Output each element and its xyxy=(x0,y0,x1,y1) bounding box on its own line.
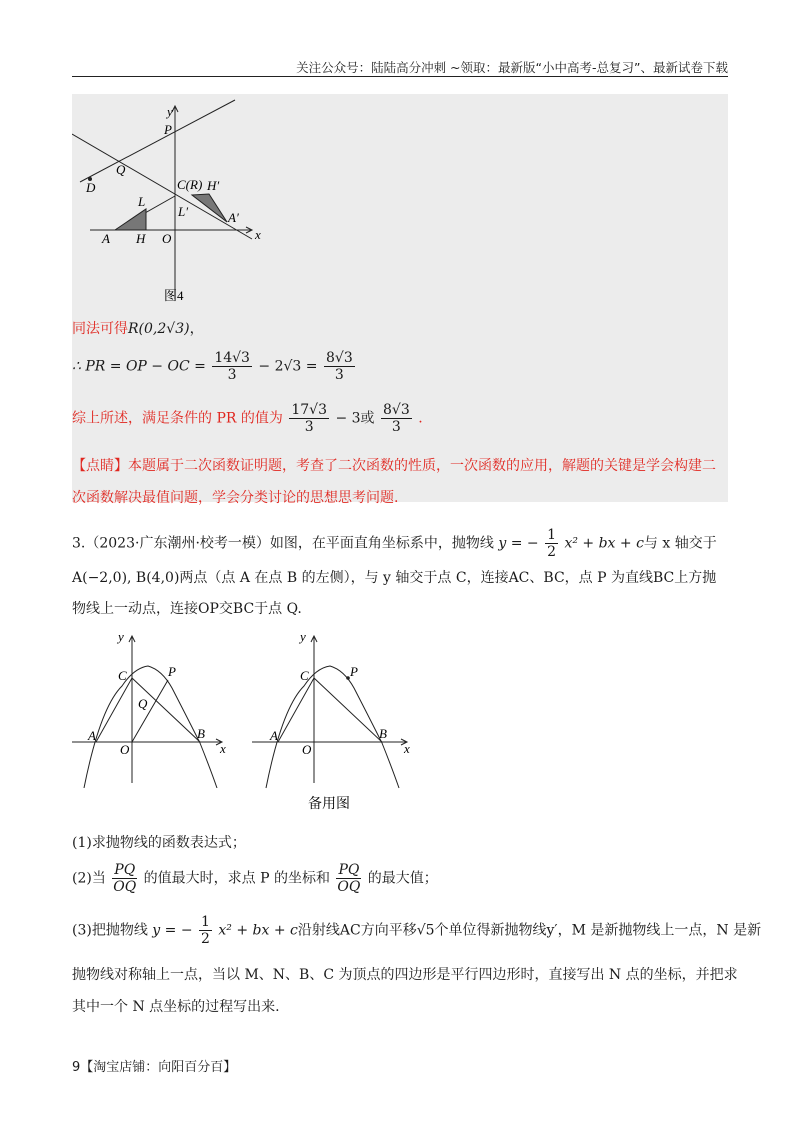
question-part-3-line-3: 其中一个 N 点坐标的过程写出来. xyxy=(72,999,280,1015)
svg-text:Q: Q xyxy=(138,696,148,711)
frac-8sqrt3-3-b: $\frac{8√3}{3}$ xyxy=(382,402,410,435)
svg-text:A: A xyxy=(270,728,278,743)
question-3-line-3: 物线上一动点，连接OP交BC于点 Q. xyxy=(72,601,302,617)
fig4-line-2 xyxy=(80,100,235,182)
solution-line-1: 同法可得R(0,2√3)， xyxy=(72,321,204,337)
comment-tag: 【点睛】 xyxy=(72,458,128,474)
fig4-triangle-ahl xyxy=(115,209,146,230)
fig4-label-cr: C(R) xyxy=(177,177,203,192)
question-part-2: (2)当 $\frac{PQ}{OQ}$ 的值最大时，求点 P 的坐标和 $\frac{PQ}{OQ}$ 的最大值； xyxy=(72,862,438,895)
fig4-label-l: L xyxy=(138,194,146,209)
comment-block xyxy=(72,450,728,514)
fig4-label-y: y xyxy=(167,104,173,119)
frac-17sqrt3-3: $\frac{17√3}{3}$ xyxy=(291,402,327,435)
comment-text: 本题属于二次函数证明题，考查了二次函数的性质，一次函数的应用，解题的关键是学会构建二次函数解决最值问题，学会分类讨论的思想思考问题. xyxy=(72,458,716,506)
solution-line-3: 综上所述，满足条件的 PR 的值为 $\frac{17√3}{3}$ − 3或 $\frac{8√3}{3}$ . xyxy=(72,402,423,435)
svg-text:O: O xyxy=(120,742,130,757)
question-3-line-2: A(−2,0), B(4,0)两点（点 A 在点 B 的左侧），与 y 轴交于点 C，连接AC、BC，点 P 为直线BC上方抛 xyxy=(72,570,717,586)
svg-text:O: O xyxy=(302,742,312,757)
fig4-label-l1: L′ xyxy=(178,204,189,219)
svg-text:C: C xyxy=(300,668,309,683)
svg-text:y: y xyxy=(300,629,306,644)
fig4-label-x: x xyxy=(255,227,261,242)
svg-text:P: P xyxy=(168,664,176,679)
question-part-1: (1)求抛物线的函数表达式； xyxy=(72,835,246,851)
fig4-caption: 图4 xyxy=(164,288,184,303)
frac-8sqrt3-3: $\frac{8√3}{3}$ xyxy=(325,350,353,383)
page-footer xyxy=(72,1056,236,1075)
question-3-line-1: 3.（2023·广东潮州·校考一模）如图，在平面直角坐标系中，抛物线 y = − $\frac{1}{2}$ x² + bx + c与 x 轴交于 xyxy=(72,527,717,560)
header-divider xyxy=(72,76,728,77)
fig4-label-a: A xyxy=(102,231,110,246)
svg-text:A: A xyxy=(88,728,96,743)
footer-text: 【淘宝店铺：向阳百分百】 xyxy=(80,1060,237,1075)
svg-text:B: B xyxy=(379,726,387,741)
fig4-label-p: P xyxy=(164,122,172,137)
page-header: 关注公众号：陆陆高分冲刺 ~领取：最新版“小中高考-总复习”、最新试卷下载 xyxy=(296,60,728,75)
fig4-label-q: Q xyxy=(116,162,126,177)
frac-14sqrt3-3: $\frac{14√3}{3}$ xyxy=(214,350,250,383)
solution-line-2: ∴ PR = OP − OC = $\frac{14√3}{3}$ − 2√3 = $\frac{8√3}{3}$ xyxy=(72,350,353,383)
parabola-graph-backup xyxy=(252,628,422,813)
question-part-3: (3)把抛物线 y = − $\frac{1}{2}$ x² + bx + c沿射线AC方向平移√5个单位得新抛物线y′，M 是新抛物线上一点，N 是新 xyxy=(72,914,762,947)
fig4-label-d: D xyxy=(86,180,96,195)
fig4-label-h1: H′ xyxy=(207,178,220,193)
svg-text:x: x xyxy=(404,741,410,756)
figure-4 xyxy=(72,94,292,309)
fig4-triangle-h1a1 xyxy=(192,194,227,222)
svg-text:x: x xyxy=(220,741,226,756)
fig4-label-a1: A′ xyxy=(228,210,239,225)
fig4-label-h: H xyxy=(136,231,146,246)
fig4-label-o: O xyxy=(162,231,172,246)
fig4-line-1 xyxy=(72,134,252,239)
svg-text:B: B xyxy=(197,726,205,741)
backup-caption: 备用图 xyxy=(308,797,350,812)
frac-1-2: $\frac{1}{2}$ xyxy=(547,527,556,560)
question-part-3-line-2: 抛物线对称轴上一点，当以 M、N、B、C 为顶点的四边形是平行四边形时，直接写出 N 点的坐标，并把求 xyxy=(72,967,738,983)
svg-text:P: P xyxy=(350,664,358,679)
page-number: 9 xyxy=(72,1060,81,1075)
parabola-graph-1 xyxy=(72,628,242,788)
svg-text:C: C xyxy=(118,668,127,683)
svg-text:y: y xyxy=(118,629,124,644)
